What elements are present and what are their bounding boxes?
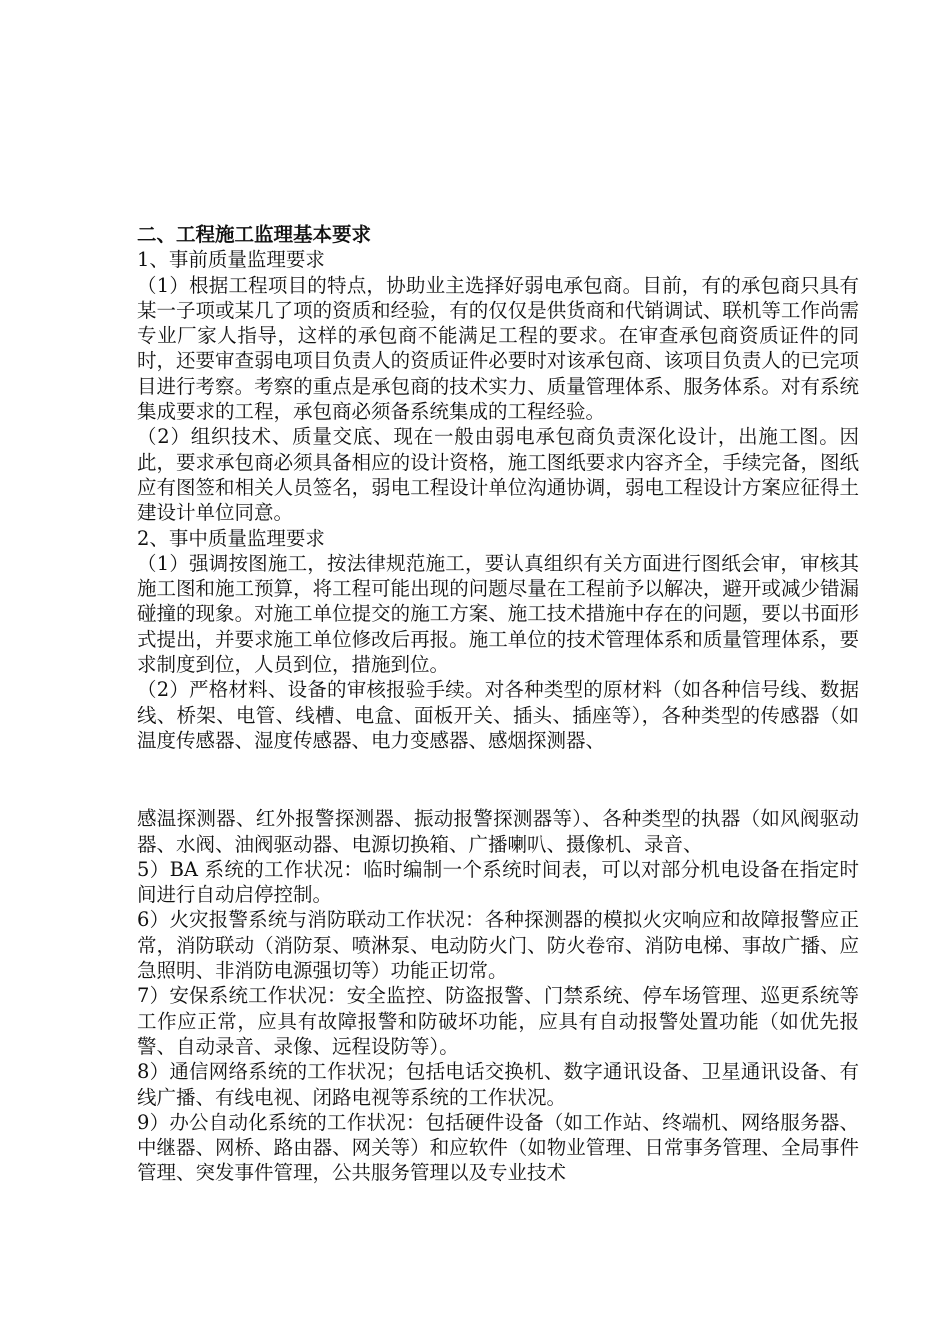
continued-paragraph: 感温探测器、红外报警探测器、振动报警探测器等）、各种类型的执器（如风阀驱动器、水阀、油阀驱动器、电源切换箱、广播喇叭、摄像机、录音、 bbox=[137, 807, 859, 856]
during-quality-heading: 2、事中质量监理要求 bbox=[137, 526, 325, 550]
section-title: 二、工程施工监理基本要求 bbox=[137, 223, 372, 246]
page-break-gap bbox=[137, 753, 859, 806]
list-item-7: 7）安保系统工作状况：安全监控、防盗报警、门禁系统、停车场管理、巡更系统等工作应正常，应具有故障报警和防破坏功能，应具有自动报警处置功能（如优先报警、自动录音、录像、远程设防等）。 bbox=[137, 984, 859, 1058]
pre-quality-paragraph-1: （1）根据工程项目的特点，协助业主选择好弱电承包商。目前，有的承包商只具有某一子项或某几了项的资质和经验，有的仅仅是供货商和代销调试、联机等工作尚需专业厂家人指导，这样的承包商不能满足工程的要求。在审查承包商资质证件的同时，还要审查弱电项目负责人的资质证件必要时对该承包商、该项目负责人的已完项目进行考察。考察的重点是承包商的技术实力、质量管理体系、服务体系。对有系统集成要求的工程，承包商必须备系统集成的工程经验。 bbox=[137, 273, 859, 424]
list-item-9: 9）办公自动化系统的工作状况：包括硬件设备（如工作站、终端机、网络服务器、中继器、网桥、路由器、网关等）和应软件（如物业管理、日常事务管理、全局事件管理、突发事件管理，公共服务管理以及专业技术 bbox=[137, 1110, 859, 1185]
pre-quality-paragraph-2: （2）组织技术、质量交底、现在一般由弱电承包商负责深化设计，出施工图。因此，要求承包商必须具备相应的设计资格，施工图纸要求内容齐全，手续完备，图纸应有图签和相关人员签名，弱电工程设计单位沟通协调，弱电工程设计方案应征得土建设计单位同意。 bbox=[137, 425, 859, 525]
list-item-6: 6）火灾报警系统与消防联动工作状况：各种探测器的模拟火灾响应和故障报警应正常，消防联动（消防泵、喷淋泵、电动防火门、防火卷帘、消防电梯、事故广播、应急照明、非消防电源强切等）功能正切常。 bbox=[137, 908, 859, 983]
during-quality-paragraph-2: （2）严格材料、设备的审核报验手续。对各种类型的原材料（如各种信号线、数据线、桥架、电管、线槽、电盒、面板开关、插头、插座等），各种类型的传感器（如温度传感器、湿度传感器、电力变感器、感烟探测器、 bbox=[137, 678, 859, 752]
document-page bbox=[137, 222, 859, 1186]
during-quality-paragraph-1: （1）强调按图施工，按法律规范施工，要认真组织有关方面进行图纸会审，审核其施工图和施工预算，将工程可能出现的问题尽量在工程前予以解决，避开或减少错漏碰撞的现象。对施工单位提交的施工方案、施工技术措施中存在的问题，要以书面形式提出，并要求施工单位修改后再报。施工单位的技术管理体系和质量管理体系，要求制度到位，人员到位，措施到位。 bbox=[137, 551, 859, 677]
pre-quality-heading: 1、事前质量监理要求 bbox=[137, 248, 325, 272]
list-item-8: 8）通信网络系统的工作状况；包括电话交换机、数字通讯设备、卫星通讯设备、有线广播、有线电视、闭路电视等系统的工作状况。 bbox=[137, 1060, 859, 1109]
list-item-5: 5）BA 系统的工作状况：临时编制一个系统时间表，可以对部分机电设备在指定时间进行自动启停控制。 bbox=[137, 857, 859, 907]
